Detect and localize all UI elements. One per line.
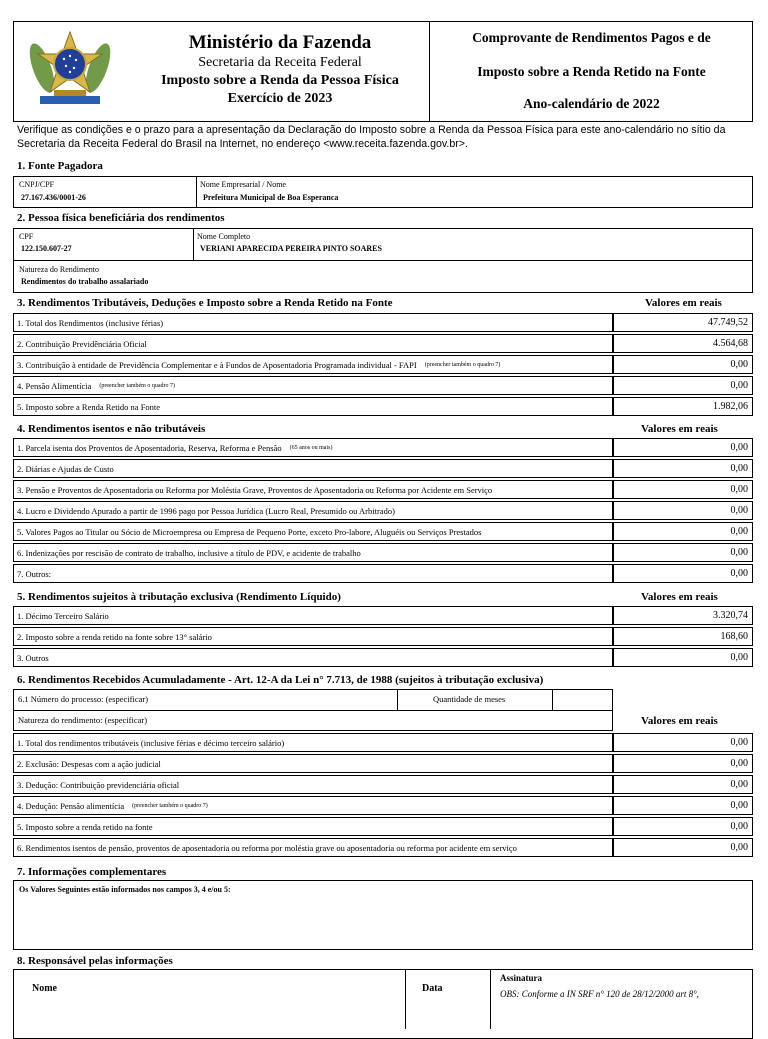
section-4-title: 4. Rendimentos isentos e não tributáveis [17, 423, 206, 435]
section-3-table [13, 313, 753, 418]
section-7-title: 7. Informações complementares [17, 866, 167, 878]
s4-row-2-value-cell [613, 459, 753, 478]
row-value: 0,00 [730, 820, 748, 832]
row-label: 2. Diárias e Ajudas de Custo [17, 463, 114, 474]
beneficiary-cpf-label: CPF [19, 232, 34, 241]
row-label: 1. Décimo Terceiro Salário [17, 610, 109, 621]
row-label: 5. Imposto sobre a renda retido na fonte [17, 821, 153, 832]
s6-row-3-label-cell [13, 775, 613, 794]
responsible-signature-label: Assinatura [500, 973, 543, 983]
row-label: 6. Rendimentos isentos de pensão, proventos de aposentadoria ou reforma por moléstia grave ou aposentadoria ou reforma por acidente em serviço [17, 842, 517, 853]
s6-row-6-label-cell [13, 838, 613, 857]
s4-row-4 [13, 501, 753, 522]
s4-row-6-label-cell [13, 543, 613, 562]
s5-row-2-value-cell [613, 627, 753, 646]
s3-row-1-label-cell [13, 313, 613, 332]
calendar-year: Ano-calendário de 2022 [523, 96, 660, 111]
s4-row-5 [13, 522, 753, 543]
row-label: 2. Exclusão: Despesas com a ação judicial [17, 758, 161, 769]
row-note: (65 anos ou mais) [289, 444, 333, 451]
s4-row-7 [13, 564, 753, 585]
responsible-obs: OBS: Conforme a IN SRF n° 120 de 28/12/2000 art 8°, [500, 989, 699, 999]
s6-row-5 [13, 817, 753, 838]
s3-row-4-value-cell [613, 376, 753, 395]
s5-row-2 [13, 627, 753, 648]
section-3-title: 3. Rendimentos Tributáveis, Deduções e Imposto sobre a Renda Retido na Fonte [17, 297, 393, 309]
s4-row-4-label-cell [13, 501, 613, 520]
row-value: 0,00 [730, 358, 748, 370]
s4-row-1 [13, 438, 753, 459]
row-label: 1. Total dos Rendimentos (inclusive férias) [17, 317, 164, 328]
s6-row-3-value-cell [613, 775, 753, 794]
row-label: 3. Outros [17, 652, 49, 663]
s3-row-3-value-cell [613, 355, 753, 374]
row-value: 0,00 [730, 546, 748, 558]
row-label: 3. Pensão e Proventos de Aposentadoria ou Reforma por Moléstia Grave, Proventos de Aposentadoria ou Reforma por Acidente em Serviço [17, 484, 493, 495]
intro-text: Verifique as condições e o prazo para a apresentação da Declaração do Imposto sobre a Renda da Pessoa Física para este ano-calendário no sítio da Secretaria da Receita Federal do Brasil na Internet, no endereço <www.receita.fazenda.gov.br>. [17, 124, 726, 150]
payer-box [13, 176, 753, 208]
section-6-title: 6. Rendimentos Recebidos Acumuladamente - Art. 12-A da Lei n° 7.713, de 1988 (sujeitos à tributação exclusiva) [17, 674, 544, 686]
s4-row-3-value-cell [613, 480, 753, 499]
income-nature-label: Natureza do Rendimento [19, 265, 99, 274]
row-value: 0,00 [730, 651, 748, 663]
s6-row-5-label-cell [13, 817, 613, 836]
exercise-title: Exercício de 2023 [227, 91, 333, 106]
row-value: 0,00 [730, 504, 748, 516]
s3-row-5-value-cell [613, 397, 753, 416]
s6-row-2 [13, 754, 753, 775]
process-number-label: 6.1 Número do processo: (especificar) [18, 694, 149, 704]
row-value: 1.982,06 [713, 400, 748, 412]
row-value: 0,00 [730, 483, 748, 495]
s6-row-5-value-cell [613, 817, 753, 836]
section-1-title: 1. Fonte Pagadora [17, 160, 103, 172]
s6-row-1 [13, 733, 753, 754]
process-vline-2 [552, 689, 553, 710]
row-value: 0,00 [730, 778, 748, 790]
s4-row-6 [13, 543, 753, 564]
row-value: 3.320,74 [713, 609, 748, 621]
row-label: 1. Total dos rendimentos tributáveis (inclusive férias e décimo terceiro salário) [17, 737, 285, 748]
responsible-vline-2 [490, 969, 491, 1029]
row-label: 3. Contribuição à entidade de Previdência Complementar e à Fundos de Aposentadoria Programada individual - FAPI [17, 359, 417, 370]
beneficiary-name-label: Nome Completo [197, 232, 251, 241]
s3-row-3-label-cell [13, 355, 613, 374]
s4-row-5-label-cell [13, 522, 613, 541]
section-4-table [13, 438, 753, 585]
section-5-values-header: Valores em reais [641, 591, 718, 603]
s4-row-4-value-cell [613, 501, 753, 520]
payer-divider [196, 176, 197, 208]
row-value: 0,00 [730, 441, 748, 453]
responsible-date-label: Data [422, 983, 443, 994]
beneficiary-name: VERIANI APARECIDA PEREIRA PINTO SOARES [200, 244, 382, 253]
s3-row-5-label-cell [13, 397, 613, 416]
payer-name-label: Nome Empresarial / Nome [200, 180, 286, 189]
s6-row-2-label-cell [13, 754, 613, 773]
row-label: 2. Imposto sobre a renda retido na fonte sobre 13° salário [17, 631, 212, 642]
s3-row-1 [13, 313, 753, 334]
doc-title-line-2: Imposto sobre a Renda Retido na Fonte [477, 64, 706, 79]
tax-title: Imposto sobre a Renda da Pessoa Física [161, 73, 399, 88]
row-value: 0,00 [730, 525, 748, 537]
row-note: (preencher também o quadro 7) [99, 382, 176, 389]
s6-row-4-value-cell [613, 796, 753, 815]
section-5-title: 5. Rendimentos sujeitos à tributação exclusiva (Rendimento Líquido) [17, 591, 341, 603]
beneficiary-vline [193, 228, 194, 260]
row-label: 4. Pensão Alimentícia [17, 380, 92, 391]
s6-row-4 [13, 796, 753, 817]
row-label: 2. Contribuição Previdênciária Oficial [17, 338, 147, 349]
row-note: (preencher também o quadro 7) [424, 361, 501, 368]
section-8-title: 8. Responsável pelas informações [17, 955, 173, 967]
s6-row-6-value-cell [613, 838, 753, 857]
responsible-box [13, 969, 753, 1039]
s6-row-1-label-cell [13, 733, 613, 752]
s5-row-3 [13, 648, 753, 669]
section-6-table [13, 733, 753, 859]
secretariat-title: Secretaria da Receita Federal [198, 55, 362, 70]
s5-row-3-value-cell [613, 648, 753, 667]
s4-row-3 [13, 480, 753, 501]
s4-row-7-label-cell [13, 564, 613, 583]
s5-row-2-label-cell [13, 627, 613, 646]
s4-row-2 [13, 459, 753, 480]
row-label: 4. Dedução: Pensão alimentícia [17, 800, 125, 811]
s5-row-1-value-cell [613, 606, 753, 625]
s4-row-1-label-cell [13, 438, 613, 457]
row-label: 4. Lucro e Dividendo Apurado a partir de 1996 pago por Pessoa Jurídica (Lucro Real, Presumido ou Arbitrado) [17, 505, 395, 516]
section-6-values-header: Valores em reais [641, 715, 718, 727]
section-5-table [13, 606, 753, 669]
s3-row-5 [13, 397, 753, 418]
payer-cnpj-label: CNPJ/CPF [19, 180, 55, 189]
row-value: 0,00 [730, 736, 748, 748]
row-value: 0,00 [730, 841, 748, 853]
months-label: Quantidade de meses [433, 694, 506, 704]
s3-row-4-label-cell [13, 376, 613, 395]
s4-row-5-value-cell [613, 522, 753, 541]
s6-row-6 [13, 838, 753, 859]
complementary-info-text: Os Valores Seguintes estão informados nos campos 3, 4 e/ou 5: [19, 885, 231, 894]
row-value: 47.749,52 [708, 316, 748, 328]
row-value: 0,00 [730, 462, 748, 474]
s6-row-4-label-cell [13, 796, 613, 815]
s3-row-2 [13, 334, 753, 355]
section-3-values-header: Valores em reais [645, 297, 722, 309]
coat-of-arms [24, 26, 116, 118]
process-hline [13, 710, 613, 711]
row-label: 7. Outros: [17, 568, 51, 579]
header-titles [130, 32, 430, 108]
payer-cnpj: 27.167.436/0001-26 [21, 193, 86, 202]
responsible-vline-1 [405, 969, 406, 1029]
s3-row-2-value-cell [613, 334, 753, 353]
s5-row-1-label-cell [13, 606, 613, 625]
s3-row-2-label-cell [13, 334, 613, 353]
row-note: (preencher também o quadro 7) [132, 802, 208, 809]
ministry-title: Ministério da Fazenda [188, 32, 372, 53]
row-value: 0,00 [730, 799, 748, 811]
s4-row-6-value-cell [613, 543, 753, 562]
s4-row-1-value-cell [613, 438, 753, 457]
row-value: 0,00 [730, 379, 748, 391]
row-label: 1. Parcela isenta dos Proventos de Aposentadoria, Reserva, Reforma e Pensão [17, 442, 282, 453]
row-value: 0,00 [730, 757, 748, 769]
doc-title-line-1: Comprovante de Rendimentos Pagos e de [472, 30, 711, 45]
payer-name: Prefeitura Municipal de Boa Esperanca [203, 193, 339, 202]
section-4-values-header: Valores em reais [641, 423, 718, 435]
row-label: 5. Valores Pagos ao Titular ou Sócio de Microempresa ou Empresa de Pequeno Porte, exceto Pro-labore, Aluguéis ou Serviços Prestados [17, 526, 482, 537]
s3-row-4 [13, 376, 753, 397]
rra-nature-label: Natureza do rendimento: (especificar) [18, 715, 148, 725]
document-title [430, 29, 753, 113]
income-nature: Rendimentos do trabalho assalariado [21, 277, 149, 286]
row-label: 5. Imposto sobre a Renda Retido na Fonte [17, 401, 161, 412]
row-value: 168,60 [720, 630, 748, 642]
process-vline-1 [397, 689, 398, 710]
s4-row-2-label-cell [13, 459, 613, 478]
s3-row-1-value-cell [613, 313, 753, 332]
s6-row-2-value-cell [613, 754, 753, 773]
responsible-name-label: Nome [32, 983, 57, 994]
s6-row-1-value-cell [613, 733, 753, 752]
beneficiary-cpf: 122.150.607-27 [21, 244, 72, 253]
s4-row-3-label-cell [13, 480, 613, 499]
row-value: 4.564,68 [713, 337, 748, 349]
beneficiary-hline [13, 260, 753, 261]
s4-row-7-value-cell [613, 564, 753, 583]
s5-row-3-label-cell [13, 648, 613, 667]
s6-row-3 [13, 775, 753, 796]
s3-row-3 [13, 355, 753, 376]
row-label: 3. Dedução: Contribuição previdenciária oficial [17, 779, 180, 790]
row-label: 6. Indenizações por rescisão de contrato de trabalho, inclusive a título de PDV, e acidente de trabalho [17, 547, 361, 558]
section-2-title: 2. Pessoa física beneficiária dos rendimentos [17, 212, 225, 224]
s5-row-1 [13, 606, 753, 627]
row-value: 0,00 [730, 567, 748, 579]
